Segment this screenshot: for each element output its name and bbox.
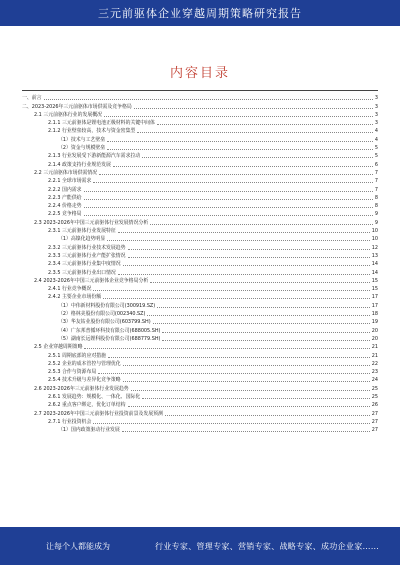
toc-entry[interactable] [22,342,378,350]
toc-entry[interactable] [22,417,378,425]
toc-entry-text: 2.2.2 国内需求 [48,186,82,193]
toc-entry-page: 23 [371,369,378,376]
toc-entry[interactable] [22,251,378,259]
toc-leader-dots [134,108,373,109]
toc-entry-page: 5 [374,145,378,152]
toc-entry-page: 15 [371,286,378,293]
toc-entry[interactable] [22,176,378,184]
toc-entry-page: 3 [374,111,378,118]
toc-entry[interactable] [22,143,378,151]
toc-heading: 内容目录 [169,66,230,81]
toc-entry[interactable] [22,110,378,118]
toc-entry-text: （1）高镍化趋势明显 [58,236,106,243]
toc-entry-page: 21 [371,352,378,359]
toc-entry-page: 8 [374,194,378,201]
toc-entry-text: 2.1.2 行业壁垒较高，技术与资金密集型 [48,128,136,135]
toc-entry[interactable] [22,408,378,416]
toc-entry[interactable] [22,350,378,358]
toc-entry-text: 二、2023-2026年三元前驱体市场供需及竞争格局 [22,103,132,110]
toc-entry-page: 20 [371,335,378,342]
toc-entry-page: 3 [374,120,378,127]
toc-entry-text: （1）国内政策驱动行业发展 [58,427,120,434]
toc-entry-text: 2.3.5 三元前驱体行业出口情况 [48,269,116,276]
toc-entry-page: 3 [374,103,378,110]
toc-entry-text: 2.2.4 价格走势 [48,203,82,210]
toc-leader-dots [128,406,370,407]
toc-entry-text: 2.5.3 合作与资源布局 [48,369,97,376]
toc-entry-text: 2.1 三元前驱体行业的发展概况 [34,111,103,118]
toc-entry[interactable] [22,267,378,275]
toc-entry-text: （1）中伟新材料股份有限公司(300919.SZ) [58,302,156,309]
toc-entry-text: 2.5.2 企业的成本管控与管理优化 [48,360,121,367]
toc-entry[interactable] [22,242,378,250]
toc-entry[interactable] [22,383,378,391]
toc-entry[interactable] [22,193,378,201]
toc-leader-dots [150,224,373,225]
toc-entry-text: 2.3.3 三元前驱体行业产能扩张情况 [48,252,126,259]
toc-leader-dots [157,124,373,125]
toc-entry-page: 24 [371,377,378,384]
toc-entry[interactable] [22,334,378,342]
toc-leader-dots [104,116,373,117]
toc-entry-text: 2.1.3 行业发展受下游新能源汽车需求拉动 [48,153,141,160]
toc-entry-text: 2.4.2 主要企业市场份额 [48,294,102,301]
toc-leader-dots [122,431,370,432]
toc-entry-page: 14 [371,269,378,276]
toc-leader-dots [84,199,373,200]
toc-entry-text: （2）资金与规模壁垒 [58,145,106,152]
toc-entry[interactable] [22,375,378,383]
toc-leader-dots [118,232,370,233]
toc-entry[interactable] [22,118,378,126]
toc-entry[interactable] [22,425,378,433]
toc-entry[interactable] [22,217,378,225]
toc-leader-dots [44,99,373,100]
toc-entry[interactable] [22,168,378,176]
toc-entry[interactable] [22,226,378,234]
toc-entry-text: 2.3.2 三元前驱体行业技术发展趋势 [48,244,126,251]
toc-leader-dots [165,415,370,416]
toc-entry[interactable] [22,276,378,284]
toc-entry-text: （4）广东邦普循环科技有限公司(688005.SH) [58,327,161,334]
toc-entry-page: 21 [371,344,378,351]
report-title: 三元前驱体企业穿越周期策略研究报告 [98,7,302,20]
toc-leader-dots [147,315,369,316]
toc-entry-page: 7 [374,169,378,176]
toc-entry[interactable] [22,209,378,217]
toc-leader-dots [128,257,370,258]
footer-slogan-right: 行业专家、管理专家、营销专家、战略专家、成功企业家…… [155,542,380,551]
toc-leader-dots [107,149,373,150]
toc-entry-text: 2.5.1 周期底部的应对措施 [48,352,107,359]
toc-entry-text: 2.3.4 三元前驱体行业集中度情况 [48,261,121,268]
toc-leader-dots [84,348,369,349]
toc-entry-page: 18 [371,311,378,318]
toc-entry-text: 一、前言 [22,95,42,102]
toc-entry-page: 7 [374,178,378,185]
toc-entry[interactable] [22,367,378,375]
toc-leader-dots [84,207,373,208]
toc-entry-text: 2.6.1 发展趋势：规模化、一体化、国际化 [48,393,141,400]
toc-entry[interactable] [22,126,378,134]
toc-entry-page: 7 [374,186,378,193]
footer-bar [0,527,400,565]
toc-leader-dots [162,340,369,341]
toc-entry[interactable] [22,134,378,142]
toc-leader-dots [131,390,370,391]
toc-entry-text: 2.1.4 政策支持行业规范发展 [48,161,111,168]
toc-entry[interactable] [22,201,378,209]
toc-entry-page: 5 [374,153,378,160]
toc-leader-dots [107,141,373,142]
toc-leader-dots [123,265,370,266]
toc-entry-page: 22 [371,360,378,367]
toc-entry-text: 2.3 2023-2026年中国三元前驱体行业发展情况分析 [34,219,149,226]
toc-entry-page: 14 [371,261,378,268]
toc-entry-page: 6 [374,161,378,168]
toc-leader-dots [99,174,373,175]
toc-entry-page: 4 [374,136,378,143]
toc-entry-text: （2）格林美股份有限公司(002340.SZ) [58,311,146,318]
toc-entry-page: 3 [374,95,378,102]
toc-entry[interactable] [22,93,378,101]
toc-entry-page: 12 [371,244,378,251]
toc-leader-dots [93,182,373,183]
toc-entry-text: 2.2 三元前驱体市场供需情况 [34,169,98,176]
toc-entry-text: 2.5.4 技术升级与差异化竞争策略 [48,377,121,384]
toc-leader-dots [162,332,369,333]
toc-entry-page: 25 [371,393,378,400]
toc-entry[interactable] [22,359,378,367]
toc-entry[interactable] [22,317,378,325]
toc-entry-text: 2.3.1 三元前驱体行业发展特征 [48,228,116,235]
toc-entry-text: （5）湖南长远锂科股份有限公司(688779.SH) [58,335,161,342]
toc-entry-text: 2.6.2 重点客户绑定，优化订单结构 [48,402,126,409]
toc-entry-page: 27 [371,410,378,417]
toc-entry-page: 17 [371,294,378,301]
toc-entry-page: 10 [371,228,378,235]
toc-entry-page: 26 [371,402,378,409]
toc-entry[interactable] [22,392,378,400]
toc-entry[interactable] [22,292,378,300]
toc-leader-dots [93,423,369,424]
toc-entry[interactable] [22,300,378,308]
toc-leader-dots [93,290,369,291]
toc-entry-page: 17 [371,302,378,309]
toc-entry-page: 15 [371,277,378,284]
toc-entry-page: 27 [371,427,378,434]
toc-entry-text: 2.1.1 三元前驱体是锂电池正极材料的关键中间体 [48,120,155,127]
toc-leader-dots [107,240,370,241]
toc-entry[interactable] [22,234,378,242]
toc-leader-dots [113,166,373,167]
toc-entry[interactable] [22,259,378,267]
table-of-contents [22,93,378,433]
toc-entry[interactable] [22,325,378,333]
toc-entry-page: 4 [374,128,378,135]
toc-entry[interactable] [22,284,378,292]
toc-entry-text: （1）技术与工艺壁垒 [58,136,106,143]
toc-entry-page: 10 [371,236,378,243]
toc-divider [22,90,378,91]
toc-entry[interactable] [22,151,378,159]
toc-entry-text: 2.2.1 全球市场需求 [48,178,92,185]
toc-entry[interactable] [22,101,378,109]
toc-entry-page: 13 [371,252,378,259]
toc-leader-dots [128,249,370,250]
toc-entry-page: 9 [374,211,378,218]
toc-leader-dots [103,298,370,299]
toc-leader-dots [84,191,373,192]
toc-leader-dots [98,373,370,374]
toc-entry-page: 9 [374,219,378,226]
toc-entry-page: 27 [371,418,378,425]
toc-entry-text: 2.7 2023-2026年中国三元前驱体行业投资前景及发展预测 [34,410,163,417]
toc-entry-text: 2.4 2023-2026年中国三元前驱体企业竞争格局分析 [34,277,149,284]
toc-leader-dots [150,282,370,283]
toc-entry-page: 25 [371,385,378,392]
toc-entry-text: 2.4.1 行业竞争概况 [48,286,92,293]
toc-entry[interactable] [22,400,378,408]
toc-leader-dots [142,157,373,158]
toc-entry-text: （3）华友钴业股份有限公司(603799.SH) [58,319,151,326]
toc-leader-dots [123,365,370,366]
toc-leader-dots [108,357,370,358]
toc-entry-text: 2.2.5 竞争格局 [48,211,82,218]
toc-entry[interactable] [22,184,378,192]
toc-entry-text: 2.7.1 行业投资机会 [48,418,92,425]
toc-leader-dots [118,274,370,275]
toc-entry-page: 20 [371,327,378,334]
toc-entry[interactable] [22,159,378,167]
toc-entry[interactable] [22,309,378,317]
toc-entry-page: 19 [371,319,378,326]
toc-leader-dots [157,307,370,308]
toc-entry-text: 2.6 2023-2026年三元前驱体行业发展趋势 [34,385,129,392]
toc-leader-dots [137,132,373,133]
footer-slogan-left: 让每个人都能成为 [46,542,110,551]
toc-leader-dots [153,323,370,324]
toc-leader-dots [142,398,370,399]
header-bar [0,0,400,26]
toc-leader-dots [84,215,373,216]
toc-entry-text: 2.2.3 产能供给 [48,194,82,201]
toc-entry-page: 8 [374,203,378,210]
toc-entry-text: 2.5 企业穿越周期策略 [34,344,83,351]
toc-leader-dots [123,381,370,382]
